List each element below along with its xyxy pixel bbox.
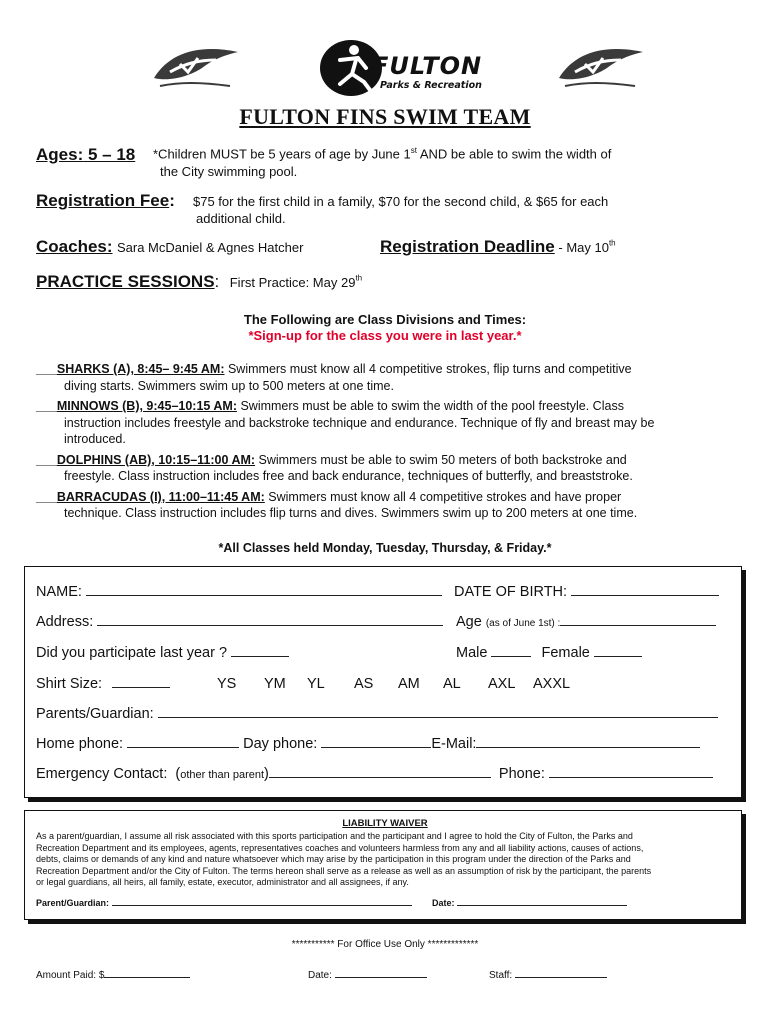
deadline-value: - May 10 (554, 240, 609, 255)
age-blank[interactable] (560, 624, 716, 626)
deadline-label: Registration Deadline (380, 237, 555, 256)
size-option[interactable]: YS (217, 676, 237, 692)
waiver-line: Recreation Department and/or the City of Fulton. The terms hereon shall serve as a release as well as an assumption of risk by the participant, the parents (36, 865, 652, 876)
class-desc-cont: technique. Class instruction includes flip turns and dives. Swimmers swim up to 200 meters at one time. (64, 506, 638, 520)
emergency-label: Emergency Contact: (36, 766, 168, 782)
amount-paid-label: Amount Paid: $ (36, 970, 105, 981)
shirt-field[interactable] (36, 676, 170, 692)
day-phone-blank[interactable] (321, 746, 431, 748)
staff-blank[interactable] (515, 976, 607, 978)
waiver-date-blank[interactable] (457, 904, 627, 906)
office-use-label: *********** For Office Use Only ************* (291, 939, 479, 950)
participate-field[interactable] (36, 645, 289, 661)
class-desc: Swimmers must know all 4 competitive strokes, flip turns and competitive (224, 362, 632, 376)
size-option[interactable]: AM (398, 676, 420, 692)
address-field[interactable] (36, 614, 443, 630)
fee-line2: additional child. (196, 211, 286, 226)
office-date-blank[interactable] (335, 976, 427, 978)
name-blank[interactable] (86, 594, 442, 596)
class-name: SHARKS (A), 8:45– 9:45 AM: (56, 362, 225, 376)
practice-sup: th (355, 273, 363, 283)
address-label: Address: (36, 614, 94, 630)
office-date-label: Date: (308, 970, 332, 981)
dob-blank[interactable] (571, 594, 719, 596)
amount-paid-blank[interactable] (104, 976, 190, 978)
size-option[interactable]: AXL (488, 676, 516, 692)
emergency-phone-label: Phone: (498, 766, 545, 782)
male-label: Male (456, 645, 488, 661)
class-item-minnows (36, 398, 736, 448)
practice-colon: : (214, 272, 220, 291)
email-blank[interactable] (476, 746, 700, 748)
class-item-dolphins (36, 452, 736, 485)
coaches-label: Coaches: (36, 237, 113, 256)
shirt-blank[interactable] (112, 686, 170, 688)
coaches-row (36, 237, 303, 257)
ages-label (36, 145, 135, 165)
fee-label-text: Registration Fee (36, 191, 170, 210)
practice-label: PRACTICE SESSIONS (36, 272, 215, 291)
parents-field[interactable] (36, 706, 718, 722)
class-desc: Swimmers must know all 4 competitive strokes and have proper (264, 489, 622, 504)
waiver-date-label: Date: (432, 898, 455, 908)
deadline-row (380, 237, 616, 257)
emergency-close-paren: ) (264, 766, 269, 782)
ages-note-text: *Children MUST be 5 years of age by June 1 (153, 146, 411, 162)
fee-line1: $75 for the first child in a family, $70 for the second child, & $65 for each (193, 194, 609, 209)
fee-label (36, 191, 175, 211)
phones-row (36, 736, 700, 752)
name-label: NAME: (36, 584, 82, 600)
emergency-open-paren: ( (175, 766, 181, 782)
waiver-parent-field[interactable] (36, 898, 412, 910)
class-desc-cont: introduced. (64, 432, 126, 446)
home-phone-blank[interactable] (127, 746, 239, 748)
participate-label: Did you participate last year ? (36, 645, 228, 661)
female-blank[interactable] (594, 655, 642, 657)
size-option[interactable]: AXXL (533, 676, 571, 692)
staff-label: Staff: (489, 970, 513, 981)
all-classes-note: *All Classes held Monday, Tuesday, Thursday, & Friday.* (218, 541, 552, 555)
class-blank: ___ (36, 452, 57, 467)
page-title: FULTON FINS SWIM TEAM (239, 104, 531, 129)
logo-word: FULTON (372, 52, 483, 80)
emergency-phone-blank[interactable] (549, 776, 713, 778)
female-label: Female (541, 645, 590, 661)
emergency-note: other than parent (180, 769, 265, 781)
emergency-blank[interactable] (269, 776, 491, 778)
fee-colon: : (169, 191, 175, 210)
class-name: MINNOWS (B), 9:45–10:15 AM: (56, 399, 237, 413)
staff-field[interactable] (489, 970, 607, 981)
size-option[interactable]: AL (443, 676, 461, 692)
waiver-title: LIABILITY WAIVER (342, 818, 428, 829)
practice-row (36, 272, 362, 292)
logo-subtitle: Parks & Recreation (380, 80, 482, 91)
fulton-logo (318, 38, 498, 98)
waiver-parent-blank[interactable] (112, 904, 412, 906)
class-desc: Swimmers must be able to swim the width of the pool freestyle. Class (236, 399, 624, 413)
name-field[interactable] (36, 584, 442, 600)
ages-note-end: AND be able to swim the width of (416, 146, 612, 162)
ages-note-sup: st (410, 146, 417, 155)
age-field[interactable] (456, 614, 716, 630)
class-desc-cont: freestyle. Class instruction includes free and back endurance, techniques of butterfly, and breaststroke. (64, 469, 633, 483)
ages-label-text: Ages: (36, 145, 84, 164)
practice-value: First Practice: May 29 (229, 275, 356, 290)
shirt-label: Shirt Size: (36, 676, 103, 692)
class-blank: ___ (36, 399, 57, 413)
class-desc-cont: diving starts. Swimmers swim up to 500 meters at one time. (64, 378, 394, 393)
ages-note-line1 (153, 146, 611, 161)
class-item-sharks (36, 361, 736, 394)
class-item-barracudas (36, 489, 736, 522)
coaches-value: Sara McDaniel & Agnes Hatcher (116, 240, 304, 255)
size-option[interactable]: YM (264, 676, 286, 692)
parents-label: Parents/Guardian: (36, 706, 154, 722)
swimmer-logo-left (150, 42, 242, 92)
emergency-row (36, 766, 713, 782)
class-desc: Swimmers must be able to swim 50 meters of both backstroke and (255, 452, 627, 467)
waiver-line: or legal guardians, all heirs, all family, estate, executor, administrator and all assignees, if any. (36, 877, 409, 887)
dob-field[interactable] (454, 584, 719, 600)
class-blank: ___ (36, 362, 57, 376)
class-list (36, 361, 736, 522)
ages-value: 5 – 18 (87, 145, 136, 164)
class-desc-cont: instruction includes freestyle and backstroke technique and endurance. Technique of fly and breast may be (64, 415, 655, 430)
age-note: (as of June 1st) : (485, 618, 561, 629)
parents-blank[interactable] (158, 716, 718, 718)
age-label: Age (456, 614, 482, 630)
male-blank[interactable] (491, 655, 531, 657)
class-name: BARRACUDAS (I), 11:00–11:45 AM: (56, 489, 265, 504)
class-blank: ___ (36, 489, 57, 504)
waiver-line: As a parent/guardian, I assume all risk associated with this sports participation and the participant and I agree to hold the City of Fulton, the Parks and (36, 831, 633, 841)
waiver-line: debts, claims or demands of any kind and nature whatsoever which may arise by the participation in this program under the direction of the Parks and (36, 854, 631, 864)
size-option[interactable]: AS (354, 676, 374, 692)
divisions-subheading: *Sign-up for the class you were in last year.* (248, 328, 522, 343)
size-option[interactable]: YL (307, 676, 325, 692)
waiver-line: Recreation Department and its employees, agents, representatives coaches and volunteers harmless from any and all liability actions, causes of actions, (36, 842, 644, 853)
divisions-heading: The Following are Class Divisions and Times: (243, 312, 527, 327)
waiver-text (36, 831, 736, 889)
day-phone-label: Day phone: (243, 736, 318, 752)
waiver-date-field[interactable] (432, 898, 627, 910)
waiver-parent-label: Parent/Guardian: (36, 898, 110, 908)
participate-blank[interactable] (231, 655, 289, 657)
home-phone-label: Home phone: (36, 736, 124, 752)
swimmer-logo-right (555, 42, 647, 92)
dob-label: DATE OF BIRTH: (454, 584, 568, 600)
amount-paid-field[interactable] (36, 970, 190, 981)
gender-field[interactable] (456, 645, 642, 661)
office-date-field[interactable] (308, 970, 427, 981)
ages-note-line2: the City swimming pool. (160, 164, 298, 179)
deadline-sup: th (608, 238, 616, 248)
address-blank[interactable] (97, 624, 443, 626)
class-name: DOLPHINS (AB), 10:15–11:00 AM: (56, 452, 256, 467)
email-label: E-Mail: (431, 736, 477, 752)
